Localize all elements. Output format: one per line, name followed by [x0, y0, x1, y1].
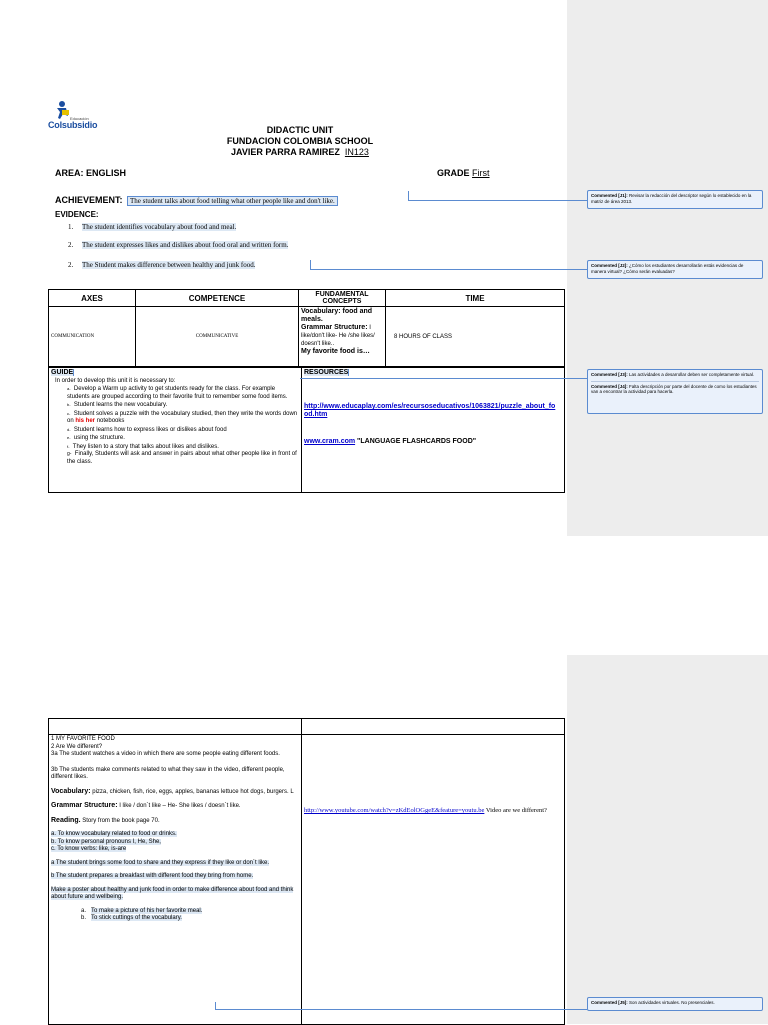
- header-competence: COMPETENCE: [136, 290, 299, 307]
- competence-cell: COMMUNICATIVE: [136, 307, 299, 367]
- empty-header-left: [49, 719, 302, 735]
- school-name: FUNDACION COLOMBIA SCHOOL: [226, 136, 374, 146]
- resources-label: RESOURCES: [304, 369, 349, 376]
- evidence-item: 2. The student expresses likes and dislikes about food oral and written form.: [68, 241, 289, 249]
- comment-connector: [300, 378, 587, 379]
- video-cell: http://www.youtube.com/watch?v=zKdEolOGgeE&feature=youtu.be Video are we different?: [302, 735, 565, 1025]
- reader-figure-icon: [54, 100, 70, 122]
- puzzle-link[interactable]: http://www.educaplay.com/es/recursoseducativos/1063821/puzzle_about_food.htm: [304, 403, 556, 418]
- comment-j3-j4[interactable]: Commented [J3]: Las actividades a desarrollar deben ser completamente virtual. Commented [J4]: Falta descripción por parte del docente de como los estudiantes van a encontrar la actividad para hacerla.: [587, 369, 763, 414]
- concepts-cell: Vocabulary: food and meals. Grammar Structure: I like/don't like- He /she likes/ doesn't like.. My favorite food is…: [299, 307, 386, 367]
- guide-step: g- Finally, Students will ask and answer in pairs about what other people like in front of the class.: [67, 451, 297, 465]
- guide-label: GUIDE: [51, 369, 74, 376]
- guide-intro: In order to develop this unit it is necessary to:: [55, 377, 176, 384]
- guide-step: c- Student solves a puzzle with the vocabulary studied, then they write the words down on his her notebooks: [67, 410, 298, 424]
- header-axes: AXES: [49, 290, 136, 307]
- logo-subtext: Educación: [70, 116, 89, 121]
- comment-j5[interactable]: Commented [J5]: Son actividades virtuales. No presenciales.: [587, 997, 763, 1011]
- cram-link[interactable]: www.cram.com: [304, 438, 356, 445]
- teacher-line: [200, 147, 400, 157]
- guide-table: [48, 367, 565, 493]
- achievement-text: The student talks about food telling what other people like and don't like.: [127, 196, 338, 206]
- comment-connector: [310, 269, 587, 270]
- teacher-name: JAVIER PARRA RAMIREZ: [231, 147, 340, 157]
- activities-cell: 1 MY FAVORITE FOOD 2 Are We different? 3a The student watches a video in which there are some people eating different foods. 3b The students make comments related to what they saw in the video, different people, different likes. Vocabulary: pizza, chicken, fish, rice, eggs, apples, bananas lettuce hot dogs, burgers. L Grammar Structure: I like / don´t like – He- She likes / doesn´t like. Reading. Story from the book page 70. a. To know vocabulary related to food or drinks. b. To know personal pronouns I, He, She, c. To know verbs: like, is-are a The student brings some food to share and they express if they like or don´t like. b The student prepares a breakfast with different food they bring from home. Make a poster about healthy and junk food in order to make difference about food and think about future and wellbeing. a. To make a picture of his her favorite meal. b. To stick cuttings of the vocabulary.: [49, 735, 302, 1025]
- logo-brand: Colsubsidio: [48, 120, 98, 130]
- axes-cell: COMMUNICATION: [49, 307, 136, 367]
- comment-j1[interactable]: Commented [J1]: Revisar la redacción del descriptor según lo establecido en la matriz de área 2013.: [587, 190, 763, 209]
- time-cell: 8 HOURS OF CLASS: [386, 307, 565, 367]
- grade-value: First: [472, 168, 490, 178]
- doc-title: DIDACTIC UNIT: [266, 125, 334, 135]
- area-label: AREA: ENGLISH: [55, 168, 127, 178]
- evidence-item: 2. The Student makes difference between healthy and junk food.: [68, 261, 256, 269]
- evidence-item: 1. The student identifies vocabulary about food and meal.: [68, 223, 237, 231]
- grade-label: GRADE: [437, 168, 470, 178]
- activities-table: [48, 718, 565, 1025]
- guide-step: b- Student learns the new vocabulary.: [67, 402, 168, 408]
- guide-cell: [49, 368, 302, 493]
- header-time: TIME: [386, 290, 565, 307]
- comment-connector: [215, 1009, 587, 1010]
- comment-connector: [408, 200, 587, 201]
- achievement-label: ACHIEVEMENT:: [55, 195, 123, 205]
- colsubsidio-logo: [48, 100, 108, 136]
- guide-step: e- using the structure.: [67, 435, 125, 441]
- achievement-row: [55, 190, 410, 208]
- comments-pane-page2: [567, 655, 768, 1024]
- guide-step: d- Student learns how to express likes or dislikes about food: [67, 426, 227, 433]
- grade-line: [437, 168, 490, 178]
- empty-header-right: [302, 719, 565, 735]
- competence-table: [48, 289, 565, 367]
- guide-step: f- They listen to a story that talks about likes and dislikes.: [67, 443, 219, 450]
- guide-step: a- Develop a Warm up activity to get students ready for the class. For example students are grouped according to their favorite fruit to remember some food items.: [67, 386, 288, 400]
- evidence-label: EVIDENCE:: [55, 210, 99, 219]
- course-code: IN123: [344, 147, 369, 157]
- youtube-link[interactable]: http://www.youtube.com/watch?v=zKdEolOGgeE&feature=youtu.be: [304, 807, 485, 814]
- comment-j2[interactable]: Commented [J2]: ¿Cómo los estudiantes desarrollarán estás evidencias de manera virtual? ¿Cómo serán evaluadas?: [587, 260, 763, 279]
- header-concepts: FUNDAMENTAL CONCEPTS: [299, 290, 386, 307]
- resources-cell: RESOURCES http://www.educaplay.com/es/recursoseducativos/1063821/puzzle_about_food.htm www.cram.com "LANGUAGE FLASHCARDS FOOD": [302, 368, 565, 493]
